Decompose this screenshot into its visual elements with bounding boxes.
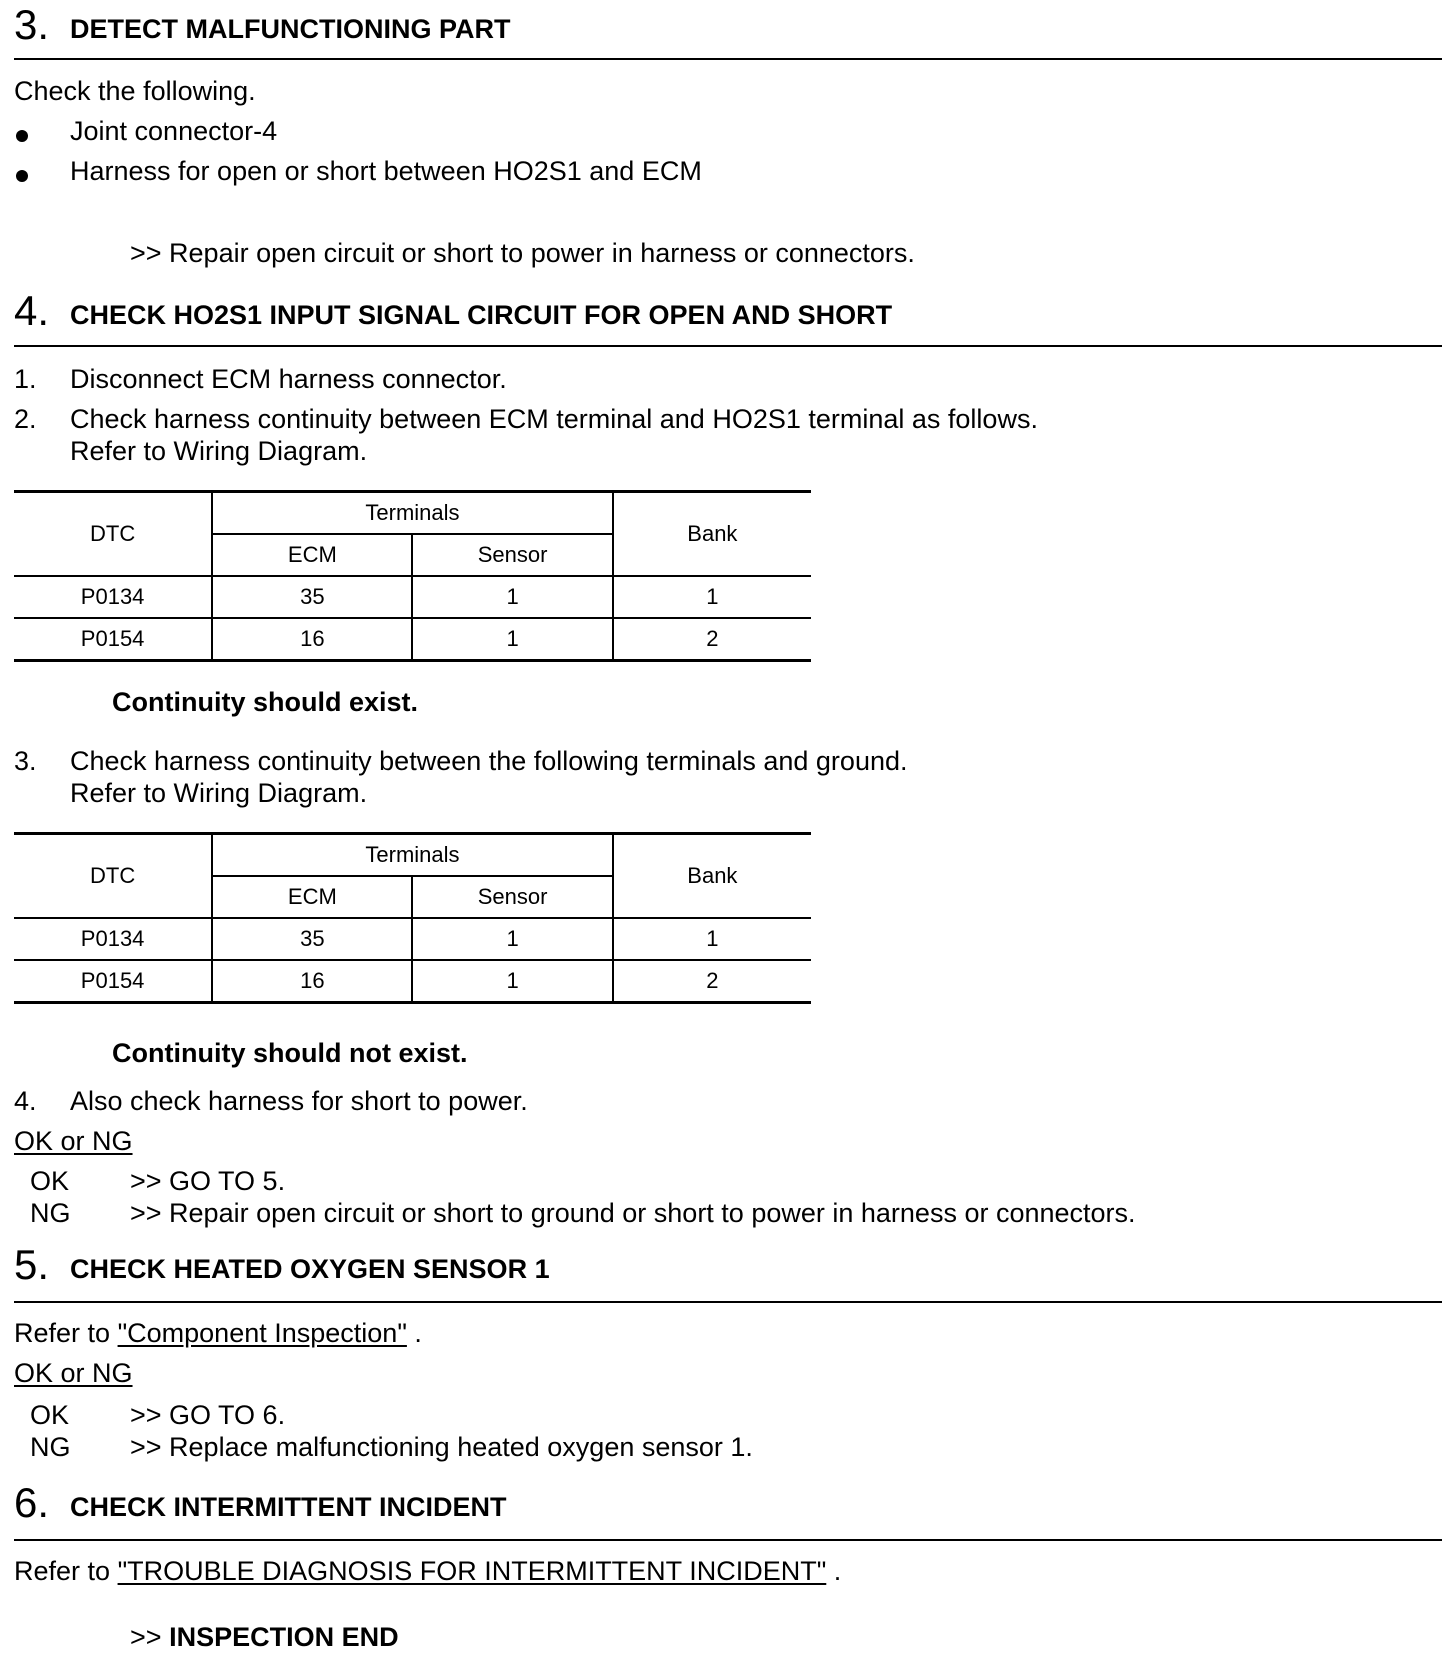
header-bank: Bank [613,834,811,919]
cell-dtc: P0154 [14,960,212,1003]
step-4-item-1-text: Disconnect ECM harness connector. [70,364,507,394]
header-terminals: Terminals [212,492,613,535]
continuity-table-1 [14,490,811,662]
table-row [14,960,811,1003]
step-4-ok-or-ng: OK or NG [14,1126,133,1156]
step-4-number: 4. [14,287,50,334]
cell-bank: 1 [613,576,811,618]
header-dtc: DTC [14,834,212,919]
cell-sensor: 1 [412,918,612,960]
step-3-bullet-2: Harness for open or short between HO2S1 and ECM [70,156,702,186]
cell-sensor: 1 [412,618,612,661]
step-3-number: 3. [14,1,50,48]
cell-ecm: 35 [212,576,412,618]
step-3-result: >> Repair open circuit or short to power in harness or connectors. [130,238,915,268]
step-5-number: 5. [14,1241,50,1288]
step-6-rule [14,1539,1442,1541]
component-inspection-link[interactable]: "Component Inspection" [117,1318,407,1348]
step-4-item-2-ref: Refer to Wiring Diagram. [70,436,368,466]
step-4-ng-label: NG [30,1198,71,1228]
step-4-ng-result: >> Repair open circuit or short to ground or short to power in harness or connectors. [130,1198,1136,1228]
step-4-item-2-number: 2. [14,404,37,434]
step-5-title: CHECK HEATED OXYGEN SENSOR 1 [70,1254,550,1284]
cell-sensor: 1 [412,960,612,1003]
step-5-ng-result: >> Replace malfunctioning heated oxygen sensor 1. [130,1432,753,1462]
bullet-icon [16,130,28,142]
step-4-title: CHECK HO2S1 INPUT SIGNAL CIRCUIT FOR OPEN AND SHORT [70,300,893,330]
step-4-item-3-text: Check harness continuity between the following terminals and ground. [70,746,908,776]
cell-sensor: 1 [412,576,612,618]
header-sensor: Sensor [412,876,612,918]
step-5-ng-label: NG [30,1432,71,1462]
step-5-rule [14,1301,1442,1303]
step-4-rule [14,345,1442,347]
table-row [14,618,811,661]
cell-ecm: 16 [212,960,412,1003]
header-dtc: DTC [14,492,212,577]
cell-dtc: P0154 [14,618,212,661]
inspection-end-arrow: >> [130,1622,162,1652]
inspection-end-text: INSPECTION END [169,1622,399,1652]
step-3-bullet-1: Joint connector-4 [70,116,278,146]
step-5-refer-prefix: Refer to [14,1318,111,1348]
step-6-number: 6. [14,1479,50,1526]
step-5-refer [14,1318,422,1348]
table-row [14,918,811,960]
step-4-item-4-text: Also check harness for short to power. [70,1086,528,1116]
cell-bank: 2 [613,618,811,661]
step-3-intro: Check the following. [14,76,256,106]
cell-bank: 1 [613,918,811,960]
table-row [14,576,811,618]
step-6-title: CHECK INTERMITTENT INCIDENT [70,1492,507,1522]
step-5-ok-or-ng: OK or NG [14,1358,133,1388]
step-4-ok-result: >> GO TO 5. [130,1166,286,1196]
step-6-refer-suffix: . [833,1556,842,1586]
step-6-refer [14,1556,841,1586]
step-3-rule [14,58,1442,60]
header-bank: Bank [613,492,811,577]
step-4-item-2-text: Check harness continuity between ECM terminal and HO2S1 terminal as follows. [70,404,1038,434]
cell-dtc: P0134 [14,918,212,960]
step-4-item-1-number: 1. [14,364,37,394]
continuity-note-1: Continuity should exist. [112,687,419,717]
header-terminals: Terminals [212,834,613,877]
step-5-refer-suffix: . [414,1318,422,1348]
cell-ecm: 16 [212,618,412,661]
step-4-item-4-number: 4. [14,1086,37,1116]
step-6-refer-prefix: Refer to [14,1556,111,1586]
cell-bank: 2 [613,960,811,1003]
step-5-ok-result: >> GO TO 6. [130,1400,286,1430]
bullet-icon [16,170,28,182]
step-4-item-3-number: 3. [14,746,37,776]
cell-dtc: P0134 [14,576,212,618]
step-3-title: DETECT MALFUNCTIONING PART [70,14,511,44]
cell-ecm: 35 [212,918,412,960]
continuity-note-2: Continuity should not exist. [112,1038,468,1068]
header-sensor: Sensor [412,534,612,576]
trouble-diagnosis-link[interactable]: "TROUBLE DIAGNOSIS FOR INTERMITTENT INCIDENT" [117,1556,827,1586]
step-5-ok-label: OK [30,1400,70,1430]
header-ecm: ECM [212,534,412,576]
continuity-table-2 [14,832,811,1004]
header-ecm: ECM [212,876,412,918]
step-4-item-3-ref: Refer to Wiring Diagram. [70,778,368,808]
inspection-end [130,1622,399,1652]
step-4-ok-label: OK [30,1166,70,1196]
